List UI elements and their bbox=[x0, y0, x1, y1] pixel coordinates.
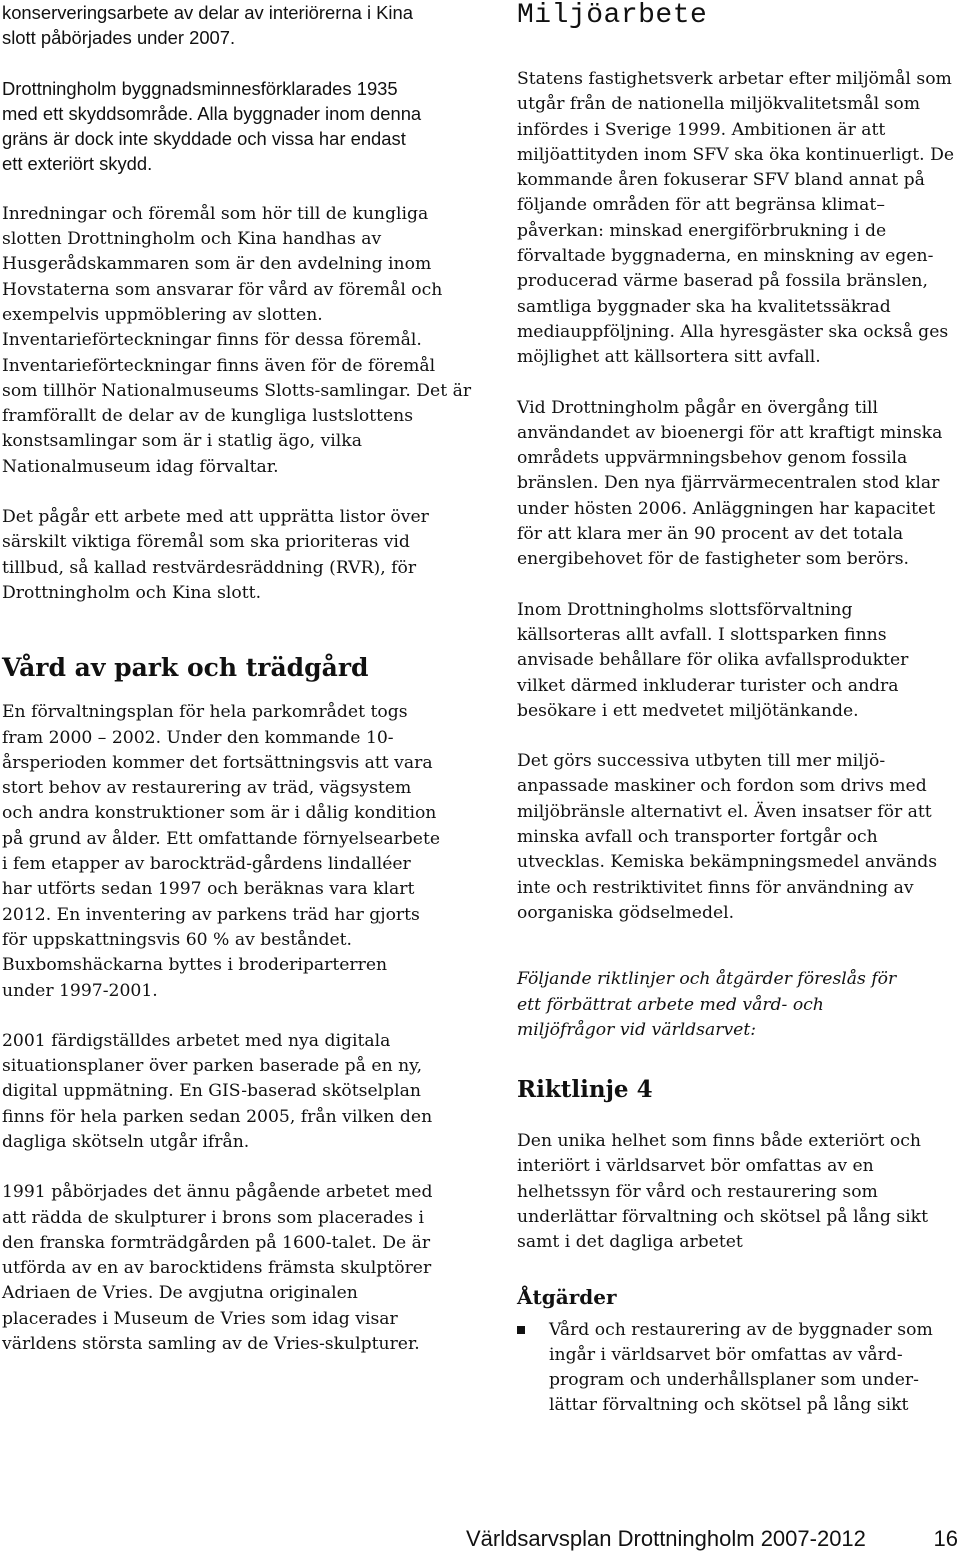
bioenergi-paragraph: Vid Drottningholm pågår en övergång till användandet av bioenergi för att kraftigt minska områdets uppvärmningsbehov genom fossila bränslen. Den nya fjärrvärmecentralen stod klar under hösten 2006. Anläggningen har kapacitet för att klara mer än 90 procent av det totala energibehovet för de fastigheter som berörs. bbox=[517, 397, 943, 570]
square-bullet-icon bbox=[517, 1326, 525, 1334]
right-column bbox=[517, 0, 957, 1419]
park-heading: Vård av park och trädgård bbox=[2, 653, 369, 683]
skulpturer-paragraph: 1991 påbörjades det ännu pågående arbetet med att rädda de skulpturer i brons som placerades i den franska formträdgården på 1600-talet. De är utförda av en av barocktidens främsta skulptörer Adriaen de Vries. De avgjutna originalen placerades i Museum de Vries som idag visar världens största samling av de Vries-skulpturer. bbox=[2, 1182, 433, 1355]
atgard-text: Vård och restaurering av de byggnader som ingår i världsarvet bör omfattas av vård-program och underhållsplaner som under-lättar förvaltning och skötsel på lång sikt bbox=[549, 1319, 933, 1416]
footer-title: Världsarvsplan Drottningholm 2007-2012 bbox=[466, 1526, 866, 1551]
maskiner-paragraph: Det görs successiva utbyten till mer miljö-anpassade maskiner och fordon som drivs med miljöbränsle alternativt el. Även insatser för att minska avfall och transporter fortgår och utvecklas. Kemiska bekämpningsmedel används inte och restriktivitet finns för användning av oorganiska gödselmedel. bbox=[517, 751, 938, 923]
kallsortering-paragraph: Inom Drottningholms slottsförvaltning källsorteras allt avfall. I slottsparken finns anvisade behållare för olika avfallsprodukter vilket därmed inkluderar turister och andra besökare i ett medvetet miljötänkande. bbox=[517, 599, 909, 721]
park-plan-paragraph: En förvaltningsplan för hela parkområdet togs fram 2000 – 2002. Under den kommande 10-årsperioden kommer det fortsättningsvis att vara stort behov av restaurering av träd, vägsystem och andra konstruktioner som är i dålig kondition på grund av ålder. Ett omfattande förnyelsearbete i fem etapper av barockträd-gårdens lindalléer har utförts sedan 1997 och beräknas vara klart 2012. En inventering av parkens träd har gjorts för uppskattningsvis 60 % av beståndet. Buxbomshäckarna byttes i broderiparterren under 1997-2001. bbox=[2, 702, 441, 1001]
miljo-heading: Miljöarbete bbox=[517, 0, 708, 31]
riktlinje-text: Den unika helhet som finns både exteriört och interiört i världsarvet bör omfattas av en helhetssyn för vård och restaurering som underlättar förvaltning och skötsel på lång sikt samt i det dagliga arbetet bbox=[517, 1131, 928, 1253]
page-footer bbox=[0, 1524, 960, 1554]
skyddsomrade-paragraph: Drottningholm byggnadsminnesförklarades 1935 med ett skyddsområde. Alla byggnader inom denna gräns är dock inte skyddade och vissa har endast ett exteriört skydd. bbox=[2, 77, 422, 175]
digital-paragraph: 2001 färdigställdes arbetet med nya digitala situationsplaner över parken baserade på en ny, digital uppmätning. En GIS-baserad skötselplan finns för hela parken sedan 2005, från vilken den dagliga skötseln utgår ifrån. bbox=[2, 1030, 433, 1152]
list-item bbox=[517, 1318, 957, 1419]
inredningar-paragraph: Inredningar och föremål som hör till de kungliga slotten Drottningholm och Kina handhas av Husgerådskammaren som är den avdelning inom Hovstaterna som ansvarar för vård av föremål och exempelvis uppmöblering av slotten. Inventarieförteckningar finns för dessa föremål. Inventarieförteckningar finns även för de föremål som tillhör Nationalmuseums Slotts-samlingar. Det är framförallt de delar av de kungliga lustslottens konstsamlingar som är i statlig ägo, vilka Nationalmuseum idag förvaltar. bbox=[2, 203, 472, 477]
atgarder-heading: Åtgärder bbox=[517, 1284, 617, 1309]
riktlinjer-intro: Följande riktlinjer och åtgärder föreslås för ett förbättrat arbete med vård- och miljöfrågor vid världsarvet: bbox=[517, 969, 897, 1040]
left-column bbox=[2, 0, 472, 1357]
intro-continuation-paragraph: konserveringsarbete av delar av interiörerna i Kina slott påbörjades under 2007. bbox=[2, 2, 413, 49]
miljo-intro-paragraph: Statens fastighetsverk arbetar efter miljömål som utgår från de nationella miljökvalitetsmål som infördes i Sverige 1999. Ambitionen är att miljöattityden inom SFV ska öka kontinuerligt. De kommande åren fokuserar SFV bland annat på följande områden för att begränsa klimat–påverkan: minskad energiförbrukning i de förvaltade byggnaderna, en minskning av egen-producerad värme baserad på fossila bränslen, samtliga byggnader ska ha kvalitetssäkrad mediauppföljning. Alla hyresgäster ska också ges möjlighet att källsortera sitt avfall. bbox=[517, 69, 955, 368]
page-number: 16 bbox=[933, 1526, 958, 1551]
atgarder-list bbox=[517, 1318, 957, 1419]
rvr-paragraph: Det pågår ett arbete med att upprätta listor över särskilt viktiga föremål som ska prioriteras vid tillbud, så kallad restvärdesräddning (RVR), för Drottningholm och Kina slott. bbox=[2, 507, 429, 603]
riktlinje-heading: Riktlinje 4 bbox=[517, 1076, 653, 1104]
